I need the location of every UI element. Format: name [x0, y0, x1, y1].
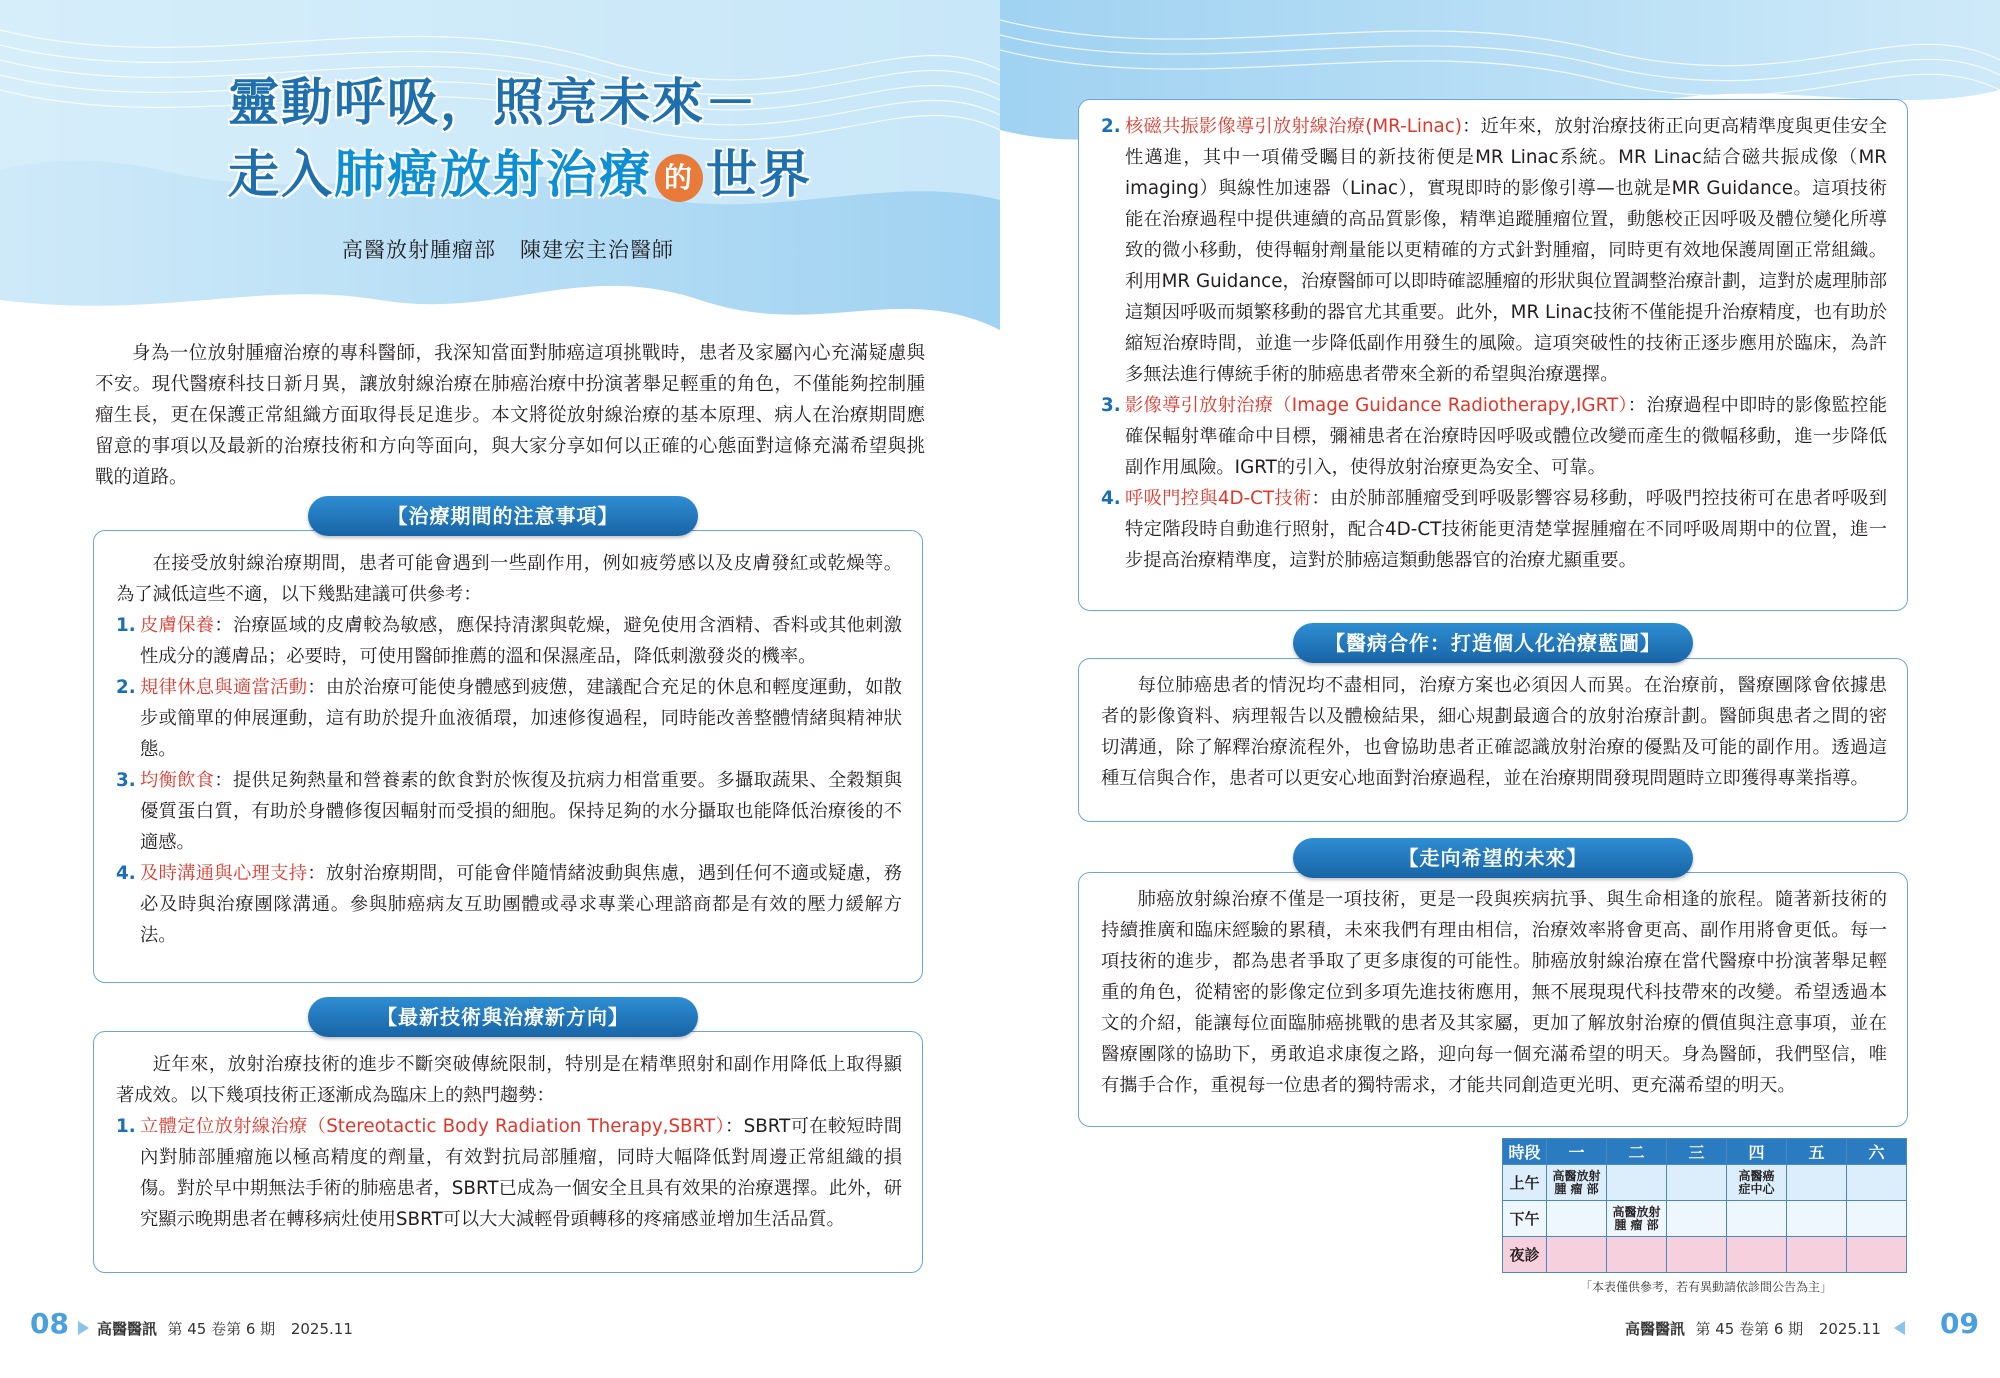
section-paragraph: 近年來，放射治療技術的進步不斷突破傳統限制，特別是在精準照射和副作用降低上取得顯著成效。以下幾項技術正逐漸成為臨床上的熱門趨勢： [116, 1054, 902, 1106]
section-box-cooperation [1078, 658, 1908, 822]
list-item: 2. 核磁共振影像導引放射線治療(MR-Linac)：近年來，放射治療技術正向更高精準度與更佳安全性邁進，其中一項備受矚目的新技術便是MR Linac系統。MR Linac結合磁共振成像（MR imaging）與線性加速器（Linac），實現即時的影像引導—也就是MR Guidance。這項技術能在治療過程中提供連續的高品質影像，精準追蹤腫瘤位置，動態校正因呼吸及體位變化所導致的微小移動，使得輻射劑量能以更精確的方式針對腫瘤，同時更有效地保護周圍正常組織。利用MR Guidance，治療醫師可以即時確認腫瘤的形狀與位置調整治療計劃，這對於處理肺部這類因呼吸而頻繁移動的器官尤其重要。此外，MR Linac技術不僅能提升治療精度，也有助於縮短治療時間，並進一步降低副作用發生的風險。這項突破性的技術正逐步應用於臨床，為許多無法進行傳統手術的肺癌患者帶來全新的希望與治療選擇。 [1101, 116, 1888, 385]
section-paragraph: 每位肺癌患者的情況均不盡相同，治療方案也必須因人而異。在治療前，醫療團隊會依據患者的影像資料、病理報告以及體檢結果，細心規劃最適合的放射治療計劃。醫師與患者之間的密切溝通，除了解釋治療流程外，也會協助患者正確認識放射治療的優點及可能的副作用。透過這種互信與合作，患者可以更安心地面對治療過程，並在治療期間發現問題時立即獲得專業指導。 [1101, 675, 1887, 789]
section-heading-future: 【走向希望的未來】 [1293, 838, 1693, 878]
list-item: 1. 皮膚保養：治療區域的皮膚較為敏感，應保持清潔與乾燥，避免使用含酒精、香料或其他刺激性成分的護膚品；必要時，可使用醫師推薦的溫和保濕產品，降低刺激發炎的機率。 [116, 615, 903, 667]
schedule-row-afternoon: 下午 高醫放射 腫 瘤 部 [1503, 1201, 1907, 1237]
section-paragraph: 肺癌放射線治療不僅是一項技術，更是一段與疾病抗爭、與生命相逢的旅程。隨著新技術的持續推廣和臨床經驗的累積，未來我們有理由相信，治療效率將會更高、副作用將會更低。每一項技術的進步，都為患者爭取了更多康復的可能性。肺癌放射線治療在當代醫療中扮演著舉足輕重的角色，從精密的影像定位到多項先進技術應用，無不展現現代科技帶來的改變。希望透過本文的介紹，能讓每位面臨肺癌挑戰的患者及其家屬，更加了解放射治療的價值與注意事項，並在醫療團隊的協助下，勇敢追求康復之路，迎向每一個充滿希望的明天。身為醫師，我們堅信，唯有攜手合作，重視每一位患者的獨特需求，才能共同創造更光明、更充滿希望的明天。 [1101, 889, 1887, 1096]
article-title [228, 68, 812, 212]
list-item: 2. 規律休息與適當活動：由於治療可能使身體感到疲憊，建議配合充足的休息和輕度運動，如散步或簡單的伸展運動，這有助於提升血液循環，加速修復過程，同時能改善整體情緒與精神狀態。 [116, 677, 903, 760]
list-item: 4. 及時溝通與心理支持：放射治療期間，可能會伴隨情緒波動與焦慮，遇到任何不適或疑慮，務必及時與治療團隊溝通。參與肺癌病友互助團體或尋求專業心理諮商都是有效的壓力緩解方法。 [116, 863, 903, 946]
schedule-row-night: 夜診 [1503, 1237, 1907, 1273]
page-number: 08 [30, 1307, 69, 1340]
list-item: 1. 立體定位放射線治療（Stereotactic Body Radiation Therapy,SBRT）：SBRT可在較短時間內對肺部腫瘤施以極高精度的劑量，有效對抗局部腫瘤，同時大幅降低對周邊正常組織的損傷。對於早中期無法手術的肺癌患者，SBRT已成為一個安全且具有效果的治療選擇。此外，研究顯示晚期患者在轉移病灶使用SBRT可以大大減輕骨頭轉移的疼痛感並增加生活品質。 [116, 1116, 902, 1230]
list-item: 3. 均衡飲食：提供足夠熱量和營養素的飲食對於恢復及抗病力相當重要。多攝取蔬果、全穀類與優質蛋白質，有助於身體修復因輻射而受損的細胞。保持足夠的水分攝取也能降低治療後的不適感。 [116, 770, 903, 853]
section-heading-cooperation: 【醫病合作：打造個人化治療藍圖】 [1293, 623, 1693, 663]
section-paragraph: 在接受放射線治療期間，患者可能會遇到一些副作用，例如疲勞感以及皮膚發紅或乾燥等。為了減低這些不適，以下幾點建議可供參考： [116, 553, 902, 605]
schedule-header-row: 時段 一 二 三 四 五 六 [1503, 1139, 1907, 1165]
intro-paragraph: 身為一位放射腫瘤治療的專科醫師，我深知當面對肺癌這項挑戰時，患者及家屬內心充滿疑慮與不安。現代醫療科技日新月異，讓放射線治療在肺癌治療中扮演著舉足輕重的角色，不僅能夠控制腫瘤生長，更在保護正常組織方面取得長足進步。本文將從放射線治療的基本原理、病人在治療期間應留意的事項以及最新的治療技術和方向等面向，與大家分享如何以正確的心態面對這條充滿希望與挑戰的道路。 [95, 343, 925, 488]
section-box-future [1078, 872, 1908, 1127]
list-item: 3. 影像導引放射治療（Image Guidance Radiotherapy,IGRT）：治療過程中即時的影像監控能確保輻射準確命中目標，彌補患者在治療時因呼吸或體位改變而產生的微幅移動，進一步降低副作用風險。IGRT的引入，使得放射治療更為安全、可靠。 [1101, 395, 1887, 478]
schedule-row-morning: 上午 高醫放射 腫 瘤 部 高醫癌 症中心 [1503, 1165, 1907, 1201]
play-icon [78, 1321, 89, 1335]
section-heading-care: 【治療期間的注意事項】 [308, 496, 698, 536]
footer: 高醫醫訊 第 45 卷第 6 期 2025.11 [1625, 1318, 1905, 1339]
clinic-schedule-table [1502, 1138, 1907, 1273]
title-line-2: 走入肺癌放射治療 的 世界 [228, 146, 813, 205]
title-line-1: 靈動呼吸，照亮未來－ [228, 74, 759, 133]
page-number: 09 [1940, 1307, 1979, 1340]
list-item: 4. 呼吸門控與4D-CT技術：由於肺部腫瘤受到呼吸影響容易移動，呼吸門控技術可在患者呼吸到特定階段時自動進行照射，配合4D-CT技術能更清楚掌握腫瘤在不同呼吸周期中的位置，進一步提高治療精準度，這對於肺癌這類動態器官的治療尤顯重要。 [1101, 488, 1887, 571]
schedule-note: 「本表僅供參考，若有異動請依診間公告為主」 [1580, 1280, 1833, 1294]
play-left-icon [1894, 1321, 1905, 1335]
author-line: 高醫放射腫瘤部 陳建宏主治醫師 [342, 238, 674, 262]
footer: 高醫醫訊 第 45 卷第 6 期 2025.11 [78, 1318, 353, 1339]
title-badge: 的 [655, 154, 703, 202]
section-box-care [93, 530, 923, 983]
section-heading-tech: 【最新技術與治療新方向】 [308, 997, 698, 1037]
section-box-tech [93, 1031, 923, 1273]
section-box-tech-continued [1078, 99, 1908, 611]
